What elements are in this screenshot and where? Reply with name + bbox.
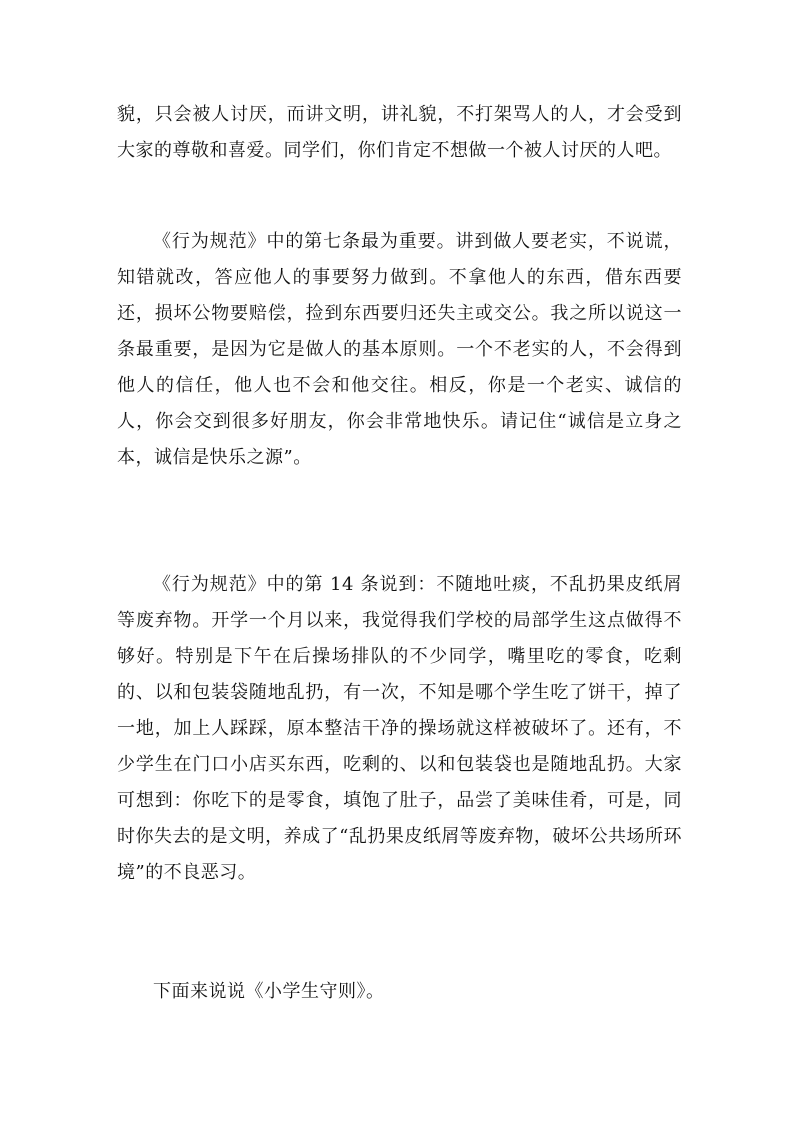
paragraph-student-rules: 下面来说说《小学生守则》。 xyxy=(153,981,385,1002)
paragraph-courtesy: 貌，只会被人讨厌，而讲文明，讲礼貌，不打架骂人的人，才会受到大家的尊敬和喜爱。同学们，你们肯定不想做一个被人讨厌的人吧。 xyxy=(117,104,682,161)
paragraph-honesty: 《行为规范》中的第七条最为重要。讲到做人要老实，不说谎，知错就改，答应他人的事要努力做到。不拿他人的东西，借东西要还，损坏公物要赔偿，捡到东西要归还失主或交公。我之所以说这一条最重要，是因为它是做人的基本原则。一个不老实的人，不会得到他人的信任，他人也不会和他交往。相反，你是一个老实、诚信的人，你会交到很多好朋友，你会非常地快乐。请记住“诚信是立身之本，诚信是快乐之源”。 xyxy=(117,231,682,468)
paragraph-littering: 《行为规范》中的第 14 条说到：不随地吐痰，不乱扔果皮纸屑等废弃物。开学一个月以来，我觉得我们学校的局部学生这点做得不够好。特别是下午在后操场排队的不少同学，嘴里吃的零食，吃剩的、以和包装袋随地乱扔，有一次，不知是哪个学生吃了饼干，掉了一地，加上人踩踩，原本整洁干净的操场就这样被破坏了。还有，不少学生在门口小店买东西，吃剩的、以和包装袋也是随地乱扔。大家可想到：你吃下的是零食，填饱了肚子，品尝了美味佳肴，可是，同时你失去的是文明，养成了“乱扔果皮纸屑等废弃物，破坏公共场所环境”的不良恶习。 xyxy=(117,574,682,883)
